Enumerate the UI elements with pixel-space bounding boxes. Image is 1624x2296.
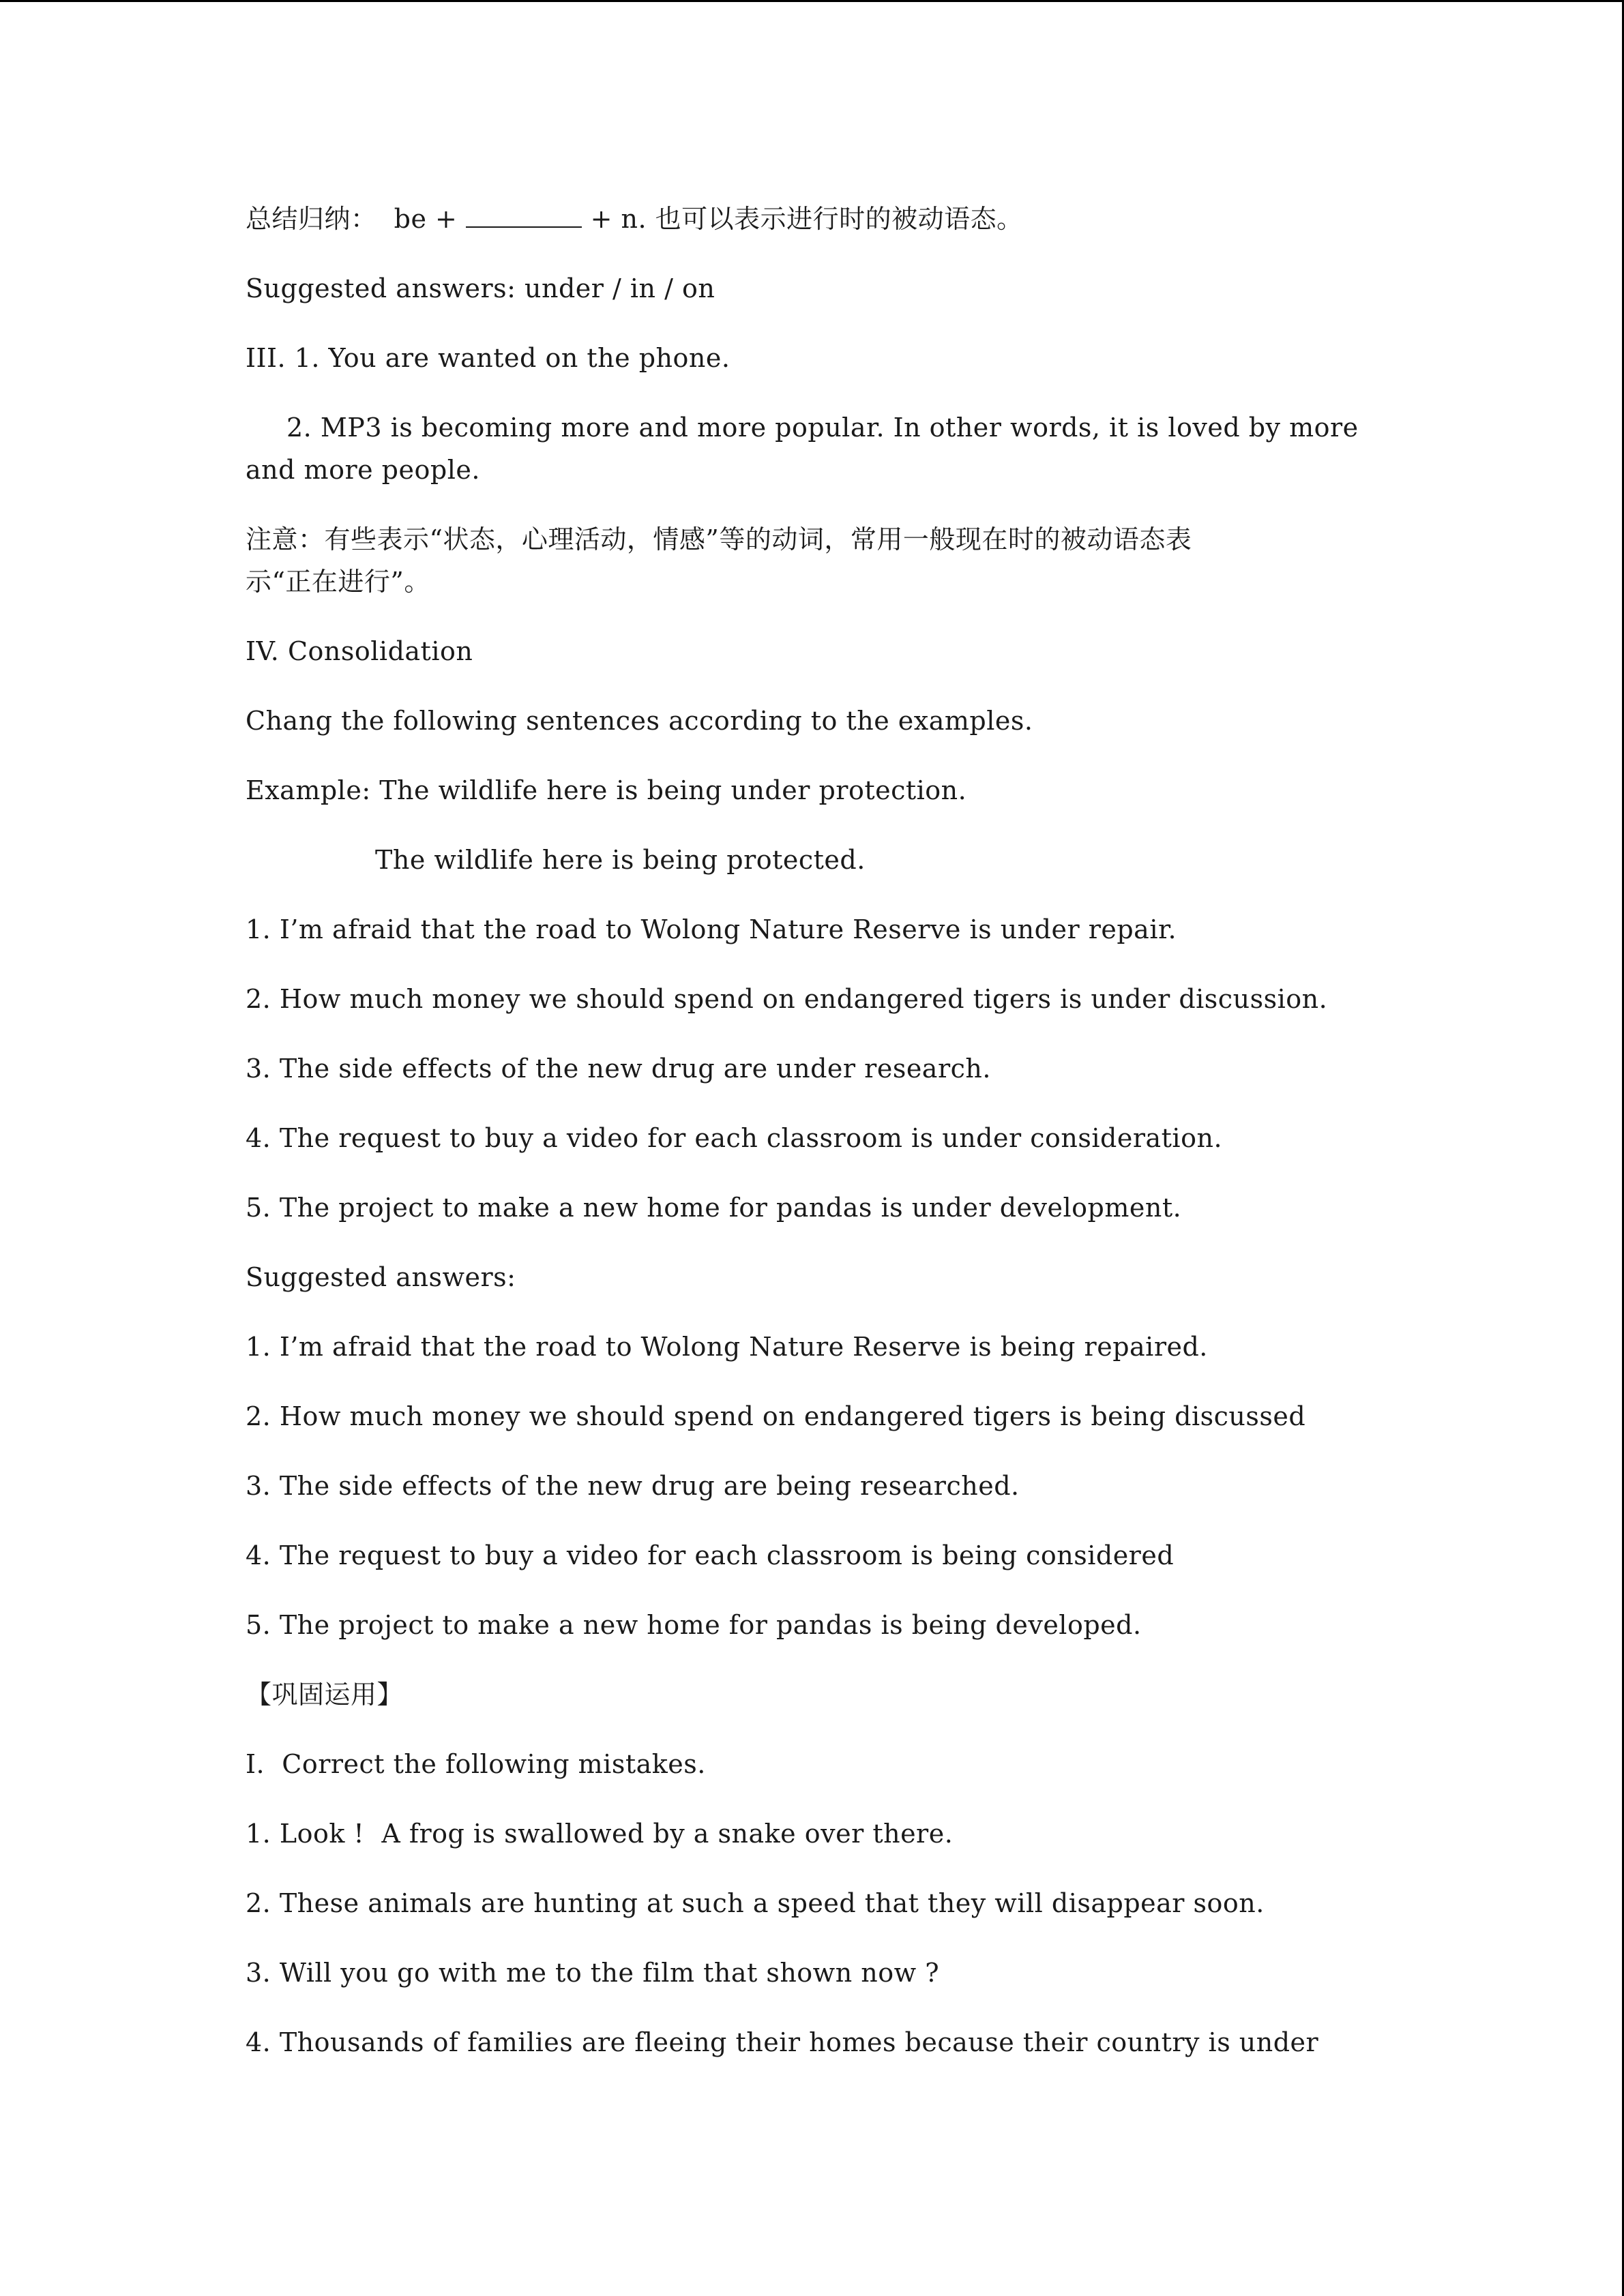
suggested-answers-heading: Suggested answers: [246,1262,516,1292]
note-line-cont: 示“正在进行”。 [246,567,430,597]
answer-item-5: 5. The project to make a new home for pandas is being developed. [246,1610,1142,1640]
answer-item-2: 2. How much money we should spend on endangered tigers is being discussed [246,1401,1306,1431]
example-answer-line: The wildlife here is being protected. [375,845,866,875]
suggested-answers-line: Suggested answers: under / in / on [246,273,715,303]
exercise-item-3: 3. The side effects of the new drug are under research. [246,1054,991,1084]
exercise-item-5: 5. The project to make a new home for pandas is under development. [246,1193,1182,1223]
summary-line [246,198,1023,240]
mistake-item-2: 2. These animals are hunting at such a speed that they will disappear soon. [246,1888,1265,1918]
fill-in-blank [466,203,582,228]
instruction-line: Chang the following sentences according to the examples. [246,706,1033,736]
mistake-item-3: 3. Will you go with me to the film that shown now ? [246,1958,940,1988]
page-top-border [0,0,1624,2]
correct-mistakes-heading: I. Correct the following mistakes. [246,1749,706,1779]
exercise-item-2: 2. How much money we should spend on endangered tigers is under discussion. [246,984,1328,1014]
section-iii-item-2-cont: and more people. [246,455,480,485]
section-iii-item-1: III. 1. You are wanted on the phone. [246,343,730,373]
answer-item-3: 3. The side effects of the new drug are being researched. [246,1471,1020,1501]
mistake-item-4: 4. Thousands of families are fleeing their homes because their country is under [246,2027,1319,2057]
consolidation-heading: 【巩固运用】 [246,1680,404,1710]
mistake-item-1: 1. Look ! A frog is swallowed by a snake over there. [246,1819,954,1849]
section-iv-heading: IV. Consolidation [246,636,473,666]
summary-text-pre: 总结归纳： be + [246,204,466,234]
note-line: 注意：有些表示“状态，心理活动，情感”等的动词，常用一般现在时的被动语态表 [246,524,1192,554]
example-line: Example: The wildlife here is being under protection. [246,775,967,805]
exercise-item-4: 4. The request to buy a video for each classroom is under consideration. [246,1123,1223,1153]
section-iii-item-2: 2. MP3 is becoming more and more popular. In other words, it is loved by more [286,413,1359,443]
exercise-item-1: 1. I’m afraid that the road to Wolong Nature Reserve is under repair. [246,914,1177,944]
summary-text-post: + n. 也可以表示进行时的被动语态。 [581,204,1023,234]
answer-item-1: 1. I’m afraid that the road to Wolong Nature Reserve is being repaired. [246,1332,1208,1362]
answer-item-4: 4. The request to buy a video for each classroom is being considered [246,1540,1175,1570]
